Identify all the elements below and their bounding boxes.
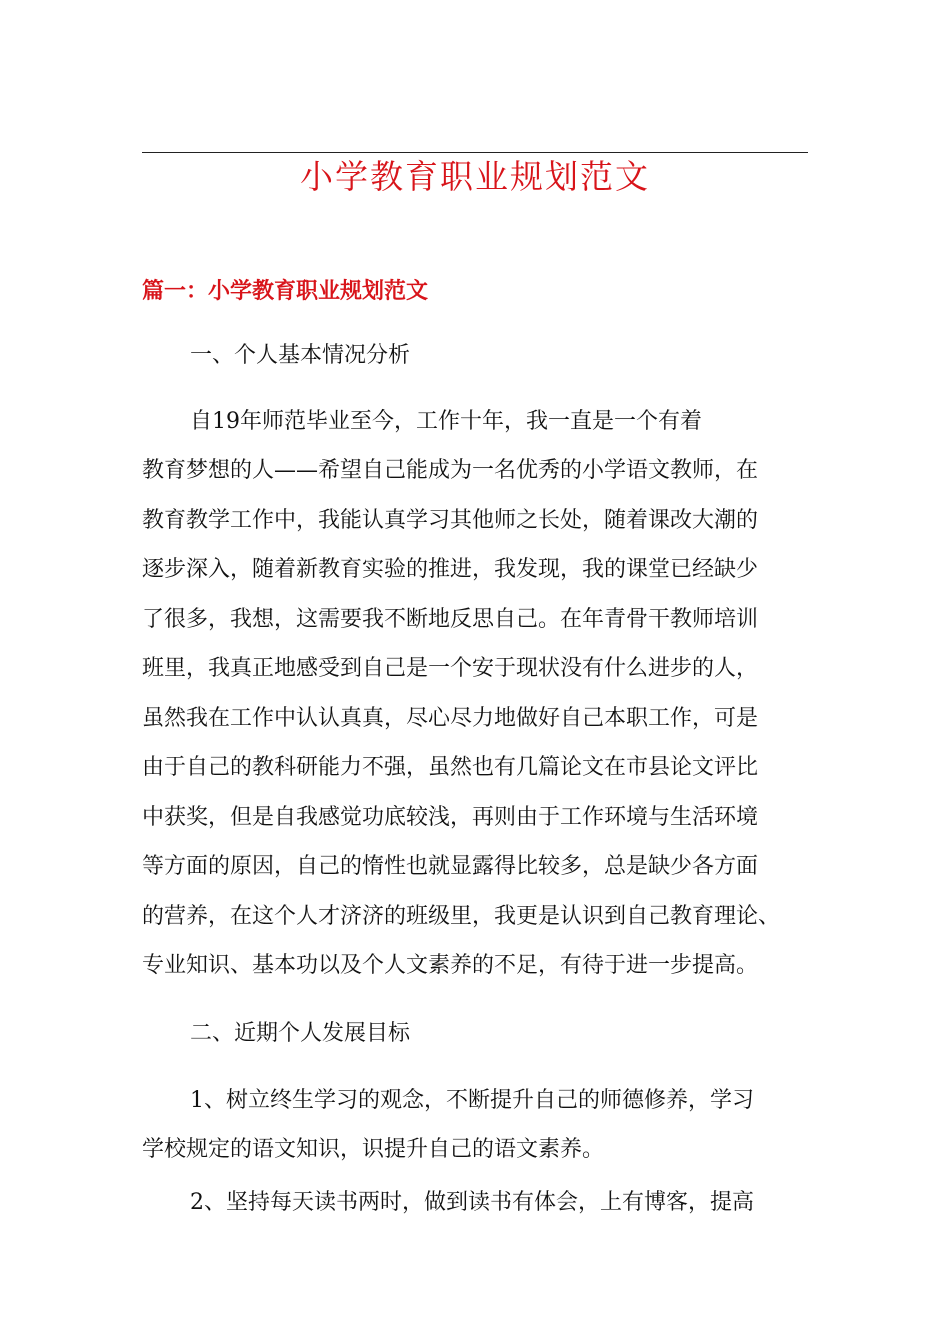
paragraph-line: 虽然我在工作中认认真真，尽心尽力地做好自己本职工作，可是 bbox=[142, 706, 759, 731]
paragraph-line: 专业知识、基本功以及个人文素养的不足，有待于进一步提高。 bbox=[142, 953, 759, 978]
document-title: 小学教育职业规划范文 bbox=[300, 157, 650, 196]
paragraph-line: 等方面的原因，自己的惰性也就显露得比较多，总是缺少各方面 bbox=[142, 854, 759, 879]
paragraph-line: 的营养，在这个人才济济的班级里，我更是认识到自己教育理论、 bbox=[142, 904, 781, 929]
list-item-line: 学校规定的语文知识，识提升自己的语文素养。 bbox=[142, 1137, 605, 1162]
paragraph-line: 逐步深入，随着新教育实验的推进，我发现，我的课堂已经缺少 bbox=[142, 557, 759, 582]
list-item-line: 1、树立终生学习的观念，不断提升自己的师德修养，学习 bbox=[190, 1088, 754, 1113]
paragraph-line: 了很多，我想，这需要我不断地反思自己。在年青骨干教师培训 bbox=[142, 607, 759, 632]
paragraph-line: 教育梦想的人——希望自己能成为一名优秀的小学语文教师，在 bbox=[142, 458, 759, 483]
section-heading: 篇一：小学教育职业规划范文 bbox=[142, 279, 429, 304]
subheading-personal-analysis: 一、个人基本情况分析 bbox=[190, 343, 411, 368]
paragraph-line: 班里，我真正地感受到自己是一个安于现状没有什么进步的人， bbox=[142, 656, 759, 681]
list-item-line: 2、坚持每天读书两时，做到读书有体会，上有博客，提高 bbox=[190, 1190, 754, 1215]
paragraph-line: 自19年师范毕业至今，工作十年，我一直是一个有着 bbox=[190, 409, 702, 434]
subheading-goals: 二、近期个人发展目标 bbox=[190, 1021, 411, 1046]
paragraph-line: 由于自己的教科研能力不强，虽然也有几篇论文在市县论文评比 bbox=[142, 755, 759, 780]
paragraph-line: 教育教学工作中，我能认真学习其他师之长处，随着课改大潮的 bbox=[142, 508, 759, 533]
paragraph-line: 中获奖，但是自我感觉功底较浅，再则由于工作环境与生活环境 bbox=[142, 805, 759, 830]
